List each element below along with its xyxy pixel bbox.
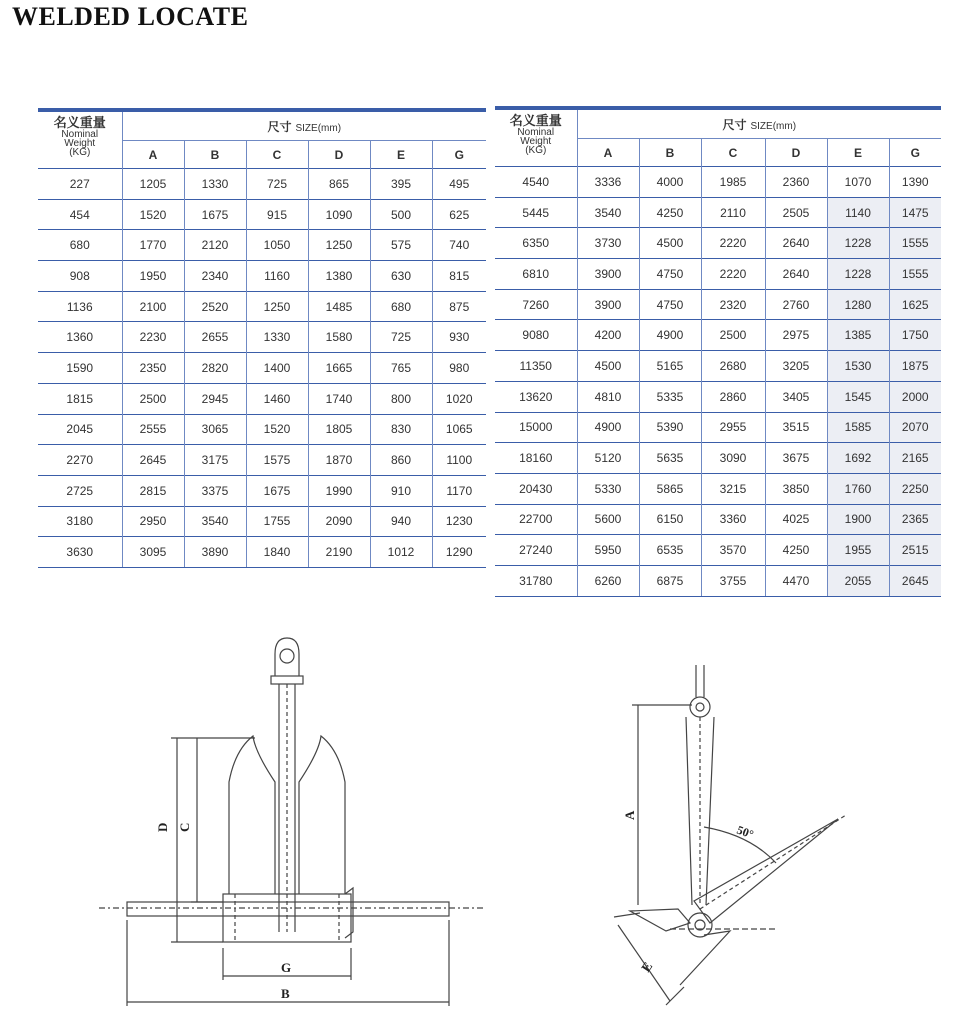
fluke-left [229,736,275,894]
shackle-eye [690,697,710,717]
weight-cell: 227 [38,169,122,200]
size-cell: 3360 [701,504,765,535]
size-cell: 1250 [308,230,370,261]
size-cell: 1140 [827,197,889,228]
weight-cell: 5445 [495,197,577,228]
table-row [495,504,941,535]
table-row [38,199,486,230]
size-cell: 2000 [889,381,941,412]
page-title: WELDED LOCATE [12,2,249,31]
table-row [38,414,486,445]
weight-cell: 13620 [495,381,577,412]
size-cell: 930 [432,322,486,353]
weight-cell: 22700 [495,504,577,535]
spec-table-right-body [495,167,941,597]
weight-cell: 908 [38,261,122,292]
size-cell: 1330 [246,322,308,353]
stock-bar [127,902,449,916]
size-cell: 1170 [432,475,486,506]
size-cell: 1205 [122,169,184,200]
dim-label-b: B [281,986,290,1001]
size-cell: 1990 [308,475,370,506]
table-row [38,291,486,322]
size-cell: 2100 [122,291,184,322]
size-cell: 4750 [639,259,701,290]
weight-cell: 15000 [495,412,577,443]
size-cell: 1065 [432,414,486,445]
size-cell: 6875 [639,565,701,596]
weight-cell: 1136 [38,291,122,322]
dim-label-d: D [155,822,170,832]
size-cell: 815 [432,261,486,292]
size-cell: 1675 [246,475,308,506]
weight-header [495,108,577,167]
size-cell: 4750 [639,289,701,320]
table-row [495,228,941,259]
size-cell: 865 [308,169,370,200]
size-cell: 630 [370,261,432,292]
size-cell: 1692 [827,443,889,474]
size-cell: 3540 [577,197,639,228]
anchor-front-view-drawing [95,632,495,1012]
size-cell: 2955 [701,412,765,443]
weight-cell: 31780 [495,565,577,596]
size-cell: 1555 [889,259,941,290]
table-row [495,167,941,198]
weight-cell: 680 [38,230,122,261]
col-header-e: E [827,139,889,167]
fluke-palm [680,931,730,985]
size-cell: 1100 [432,445,486,476]
size-cell: 2365 [889,504,941,535]
size-cell: 3755 [701,565,765,596]
weight-cell: 2725 [38,475,122,506]
weight-cell: 6810 [495,259,577,290]
size-cell: 1840 [246,537,308,568]
size-cell: 4250 [765,535,827,566]
size-cell: 2555 [122,414,184,445]
size-cell: 5335 [639,381,701,412]
size-header-en: SIZE(mm) [750,120,797,132]
size-cell: 3890 [184,537,246,568]
fluke-right [299,736,345,894]
size-cell: 1530 [827,351,889,382]
weight-cell: 3630 [38,537,122,568]
col-header-g: G [889,139,941,167]
size-cell: 3215 [701,473,765,504]
size-cell: 3405 [765,381,827,412]
size-cell: 680 [370,291,432,322]
size-cell: 1520 [246,414,308,445]
table-row [495,535,941,566]
size-cell: 860 [370,445,432,476]
size-cell: 4250 [639,197,701,228]
size-cell: 575 [370,230,432,261]
size-cell: 1985 [701,167,765,198]
size-cell: 725 [246,169,308,200]
size-cell: 3900 [577,259,639,290]
size-cell: 1750 [889,320,941,351]
size-cell: 1545 [827,381,889,412]
size-cell: 2520 [184,291,246,322]
size-cell: 1070 [827,167,889,198]
weight-header-en-2: Weight [520,136,552,147]
size-cell: 2250 [889,473,941,504]
size-cell: 4810 [577,381,639,412]
size-cell: 4470 [765,565,827,596]
size-cell: 1805 [308,414,370,445]
size-cell: 1760 [827,473,889,504]
table-row [495,473,941,504]
size-cell: 5950 [577,535,639,566]
size-cell: 2645 [122,445,184,476]
table-row [38,445,486,476]
size-cell: 1228 [827,228,889,259]
size-cell: 1485 [308,291,370,322]
dim-label-e: E [638,959,656,975]
size-cell: 1950 [122,261,184,292]
table-row [38,322,486,353]
size-cell: 4500 [577,351,639,382]
crown-circle [688,913,712,937]
size-cell: 1385 [827,320,889,351]
crown-lug [345,888,353,938]
size-cell: 3175 [184,445,246,476]
size-cell: 2230 [122,322,184,353]
size-cell: 2680 [701,351,765,382]
size-cell: 740 [432,230,486,261]
size-cell: 875 [432,291,486,322]
table-row [495,565,941,596]
shackle-pin [280,649,294,663]
shackle-base [271,676,303,684]
weight-header-unit: (KG) [525,145,547,156]
size-cell: 1160 [246,261,308,292]
size-cell: 765 [370,353,432,384]
size-cell: 3090 [701,443,765,474]
size-header [577,108,941,139]
size-cell: 2055 [827,565,889,596]
size-cell: 1050 [246,230,308,261]
size-header-en: SIZE(mm) [295,122,342,134]
size-cell: 1740 [308,383,370,414]
size-cell: 2165 [889,443,941,474]
size-cell: 6535 [639,535,701,566]
size-cell: 3375 [184,475,246,506]
spec-table-left-body [38,169,486,568]
size-cell: 2500 [701,320,765,351]
size-cell: 800 [370,383,432,414]
weight-cell: 11350 [495,351,577,382]
weight-header-en-2: Weight [64,138,96,149]
size-cell: 2640 [765,259,827,290]
size-cell: 3540 [184,506,246,537]
spec-table-left [38,108,486,568]
size-cell: 2645 [889,565,941,596]
size-cell: 3336 [577,167,639,198]
size-cell: 395 [370,169,432,200]
size-cell: 1585 [827,412,889,443]
stock-end [630,909,690,931]
spec-table-right [495,106,941,597]
size-cell: 2070 [889,412,941,443]
table-row [495,320,941,351]
size-cell: 2350 [122,353,184,384]
size-cell: 1390 [889,167,941,198]
size-cell: 1330 [184,169,246,200]
table-row [38,506,486,537]
size-cell: 3065 [184,414,246,445]
dim-label-g: G [281,960,292,975]
weight-cell: 2270 [38,445,122,476]
size-cell: 1580 [308,322,370,353]
size-cell: 830 [370,414,432,445]
size-cell: 2190 [308,537,370,568]
weight-cell: 20430 [495,473,577,504]
weight-cell: 18160 [495,443,577,474]
size-cell: 4000 [639,167,701,198]
size-cell: 2110 [701,197,765,228]
size-cell: 2975 [765,320,827,351]
size-cell: 6260 [577,565,639,596]
size-cell: 2340 [184,261,246,292]
table-row [38,261,486,292]
size-cell: 2500 [122,383,184,414]
size-cell: 1575 [246,445,308,476]
size-cell: 625 [432,199,486,230]
dim-label-a: A [622,810,637,820]
size-cell: 1090 [308,199,370,230]
weight-header-en-1: Nominal [517,127,555,138]
table-row [495,412,941,443]
size-cell: 2320 [701,289,765,320]
size-cell: 4900 [577,412,639,443]
weight-cell: 4540 [495,167,577,198]
size-cell: 3515 [765,412,827,443]
size-cell: 3205 [765,351,827,382]
size-cell: 2640 [765,228,827,259]
size-cell: 980 [432,353,486,384]
size-cell: 910 [370,475,432,506]
col-header-d: D [308,141,370,169]
size-cell: 5865 [639,473,701,504]
table-row [495,289,941,320]
size-cell: 1665 [308,353,370,384]
size-cell: 940 [370,506,432,537]
size-cell: 4025 [765,504,827,535]
size-cell: 500 [370,199,432,230]
size-cell: 725 [370,322,432,353]
weight-header-unit: (KG) [69,147,91,158]
size-cell: 5165 [639,351,701,382]
dim-label-c: C [177,822,192,832]
weight-cell: 1590 [38,353,122,384]
anchor-side-view-drawing [600,655,860,1010]
size-cell: 2815 [122,475,184,506]
shackle-outline [275,638,299,676]
size-cell: 1280 [827,289,889,320]
col-header-b: B [639,139,701,167]
size-cell: 1290 [432,537,486,568]
size-cell: 495 [432,169,486,200]
size-cell: 2760 [765,289,827,320]
angle-label: 50° [734,822,756,842]
table-row [38,169,486,200]
size-cell: 2120 [184,230,246,261]
size-cell: 2220 [701,228,765,259]
col-header-a: A [122,141,184,169]
size-cell: 2655 [184,322,246,353]
table-row [38,383,486,414]
size-cell: 1955 [827,535,889,566]
size-cell: 5390 [639,412,701,443]
weight-cell: 2045 [38,414,122,445]
weight-cell: 9080 [495,320,577,351]
size-cell: 3730 [577,228,639,259]
size-cell: 1555 [889,228,941,259]
size-cell: 1870 [308,445,370,476]
table-row [495,381,941,412]
size-cell: 3675 [765,443,827,474]
size-cell: 2360 [765,167,827,198]
table-row [38,475,486,506]
size-cell: 1012 [370,537,432,568]
table-row [38,537,486,568]
size-cell: 1900 [827,504,889,535]
weight-cell: 1360 [38,322,122,353]
weight-cell: 1815 [38,383,122,414]
size-cell: 3850 [765,473,827,504]
size-cell: 1520 [122,199,184,230]
size-header [122,110,486,141]
size-cell: 1460 [246,383,308,414]
size-cell: 2820 [184,353,246,384]
size-cell: 1875 [889,351,941,382]
size-cell: 1625 [889,289,941,320]
size-cell: 4900 [639,320,701,351]
weight-cell: 454 [38,199,122,230]
size-cell: 5120 [577,443,639,474]
col-header-b: B [184,141,246,169]
size-cell: 1380 [308,261,370,292]
size-cell: 4500 [639,228,701,259]
table-row [495,351,941,382]
size-cell: 2860 [701,381,765,412]
weight-header [38,110,122,169]
size-cell: 1770 [122,230,184,261]
weight-cell: 3180 [38,506,122,537]
col-header-e: E [370,141,432,169]
size-cell: 1675 [184,199,246,230]
size-cell: 2090 [308,506,370,537]
table-row [495,443,941,474]
size-header-cn: 尺寸 [722,117,747,132]
weight-cell: 6350 [495,228,577,259]
size-cell: 1230 [432,506,486,537]
size-cell: 5330 [577,473,639,504]
table-row [38,353,486,384]
table-row [38,230,486,261]
size-cell: 915 [246,199,308,230]
table-row [495,259,941,290]
size-header-cn: 尺寸 [267,119,292,134]
size-cell: 1755 [246,506,308,537]
size-cell: 1475 [889,197,941,228]
col-header-a: A [577,139,639,167]
col-header-c: C [246,141,308,169]
size-cell: 5635 [639,443,701,474]
size-cell: 1250 [246,291,308,322]
col-header-c: C [701,139,765,167]
size-cell: 2505 [765,197,827,228]
size-cell: 2945 [184,383,246,414]
size-cell: 3570 [701,535,765,566]
size-cell: 3095 [122,537,184,568]
table-row [495,197,941,228]
size-cell: 6150 [639,504,701,535]
size-cell: 1228 [827,259,889,290]
fluke-side [694,819,838,923]
col-header-g: G [432,141,486,169]
weight-header-cn: 名义重量 [509,113,562,128]
weight-cell: 27240 [495,535,577,566]
size-cell: 1020 [432,383,486,414]
size-cell: 4200 [577,320,639,351]
size-cell: 2950 [122,506,184,537]
weight-header-cn: 名义重量 [53,115,106,130]
weight-header-en-1: Nominal [61,129,99,140]
size-cell: 2220 [701,259,765,290]
col-header-d: D [765,139,827,167]
weight-cell: 7260 [495,289,577,320]
size-cell: 1400 [246,353,308,384]
size-cell: 5600 [577,504,639,535]
size-cell: 2515 [889,535,941,566]
size-cell: 3900 [577,289,639,320]
